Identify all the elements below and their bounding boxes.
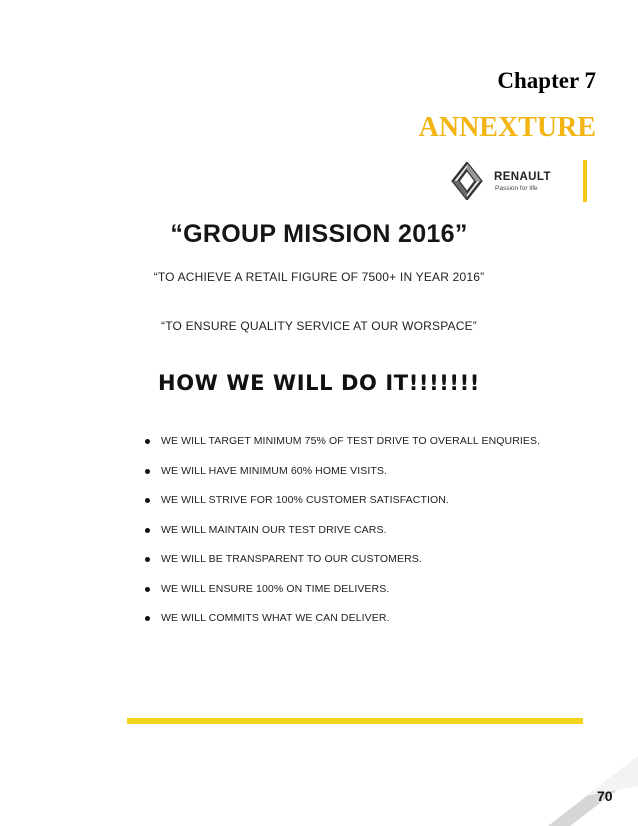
mission-title: “GROUP MISSION 2016” [170,220,468,248]
mission-line-service: “TO ENSURE QUALITY SERVICE AT OUR WORSPACE” [161,319,477,333]
list-item: WE WILL ENSURE 100% ON TIME DELIVERS. [143,582,543,597]
mission-line-retail: “TO ACHIEVE A RETAIL FIGURE OF 7500+ IN YEAR 2016” [153,270,485,284]
renault-diamond-icon [448,162,486,200]
action-list [143,434,543,641]
list-item: WE WILL MAINTAIN OUR TEST DRIVE CARS. [143,523,543,538]
page-corner-curl [548,756,638,826]
how-heading: HOW WE WILL DO IT!!!!!!! [158,371,480,395]
list-item: WE WILL BE TRANSPARENT TO OUR CUSTOMERS. [143,552,543,567]
logo-brand: RENAULT [494,171,551,183]
logo-tagline: Passion for life [495,185,538,192]
list-item: WE WILL COMMITS WHAT WE CAN DELIVER. [143,611,543,626]
list-item: WE WILL HAVE MINIMUM 60% HOME VISITS. [143,464,543,479]
list-item: WE WILL TARGET MINIMUM 75% OF TEST DRIVE TO OVERALL ENQURIES. [143,434,543,449]
renault-logo [448,160,598,204]
chapter-heading: Chapter 7 [497,68,596,93]
logo-accent-bar [583,160,587,202]
yellow-divider [127,718,583,724]
section-title: ANNEXTURE [418,112,596,143]
list-item: WE WILL STRIVE FOR 100% CUSTOMER SATISFACTION. [143,493,543,508]
page-number: 70 [597,788,613,804]
